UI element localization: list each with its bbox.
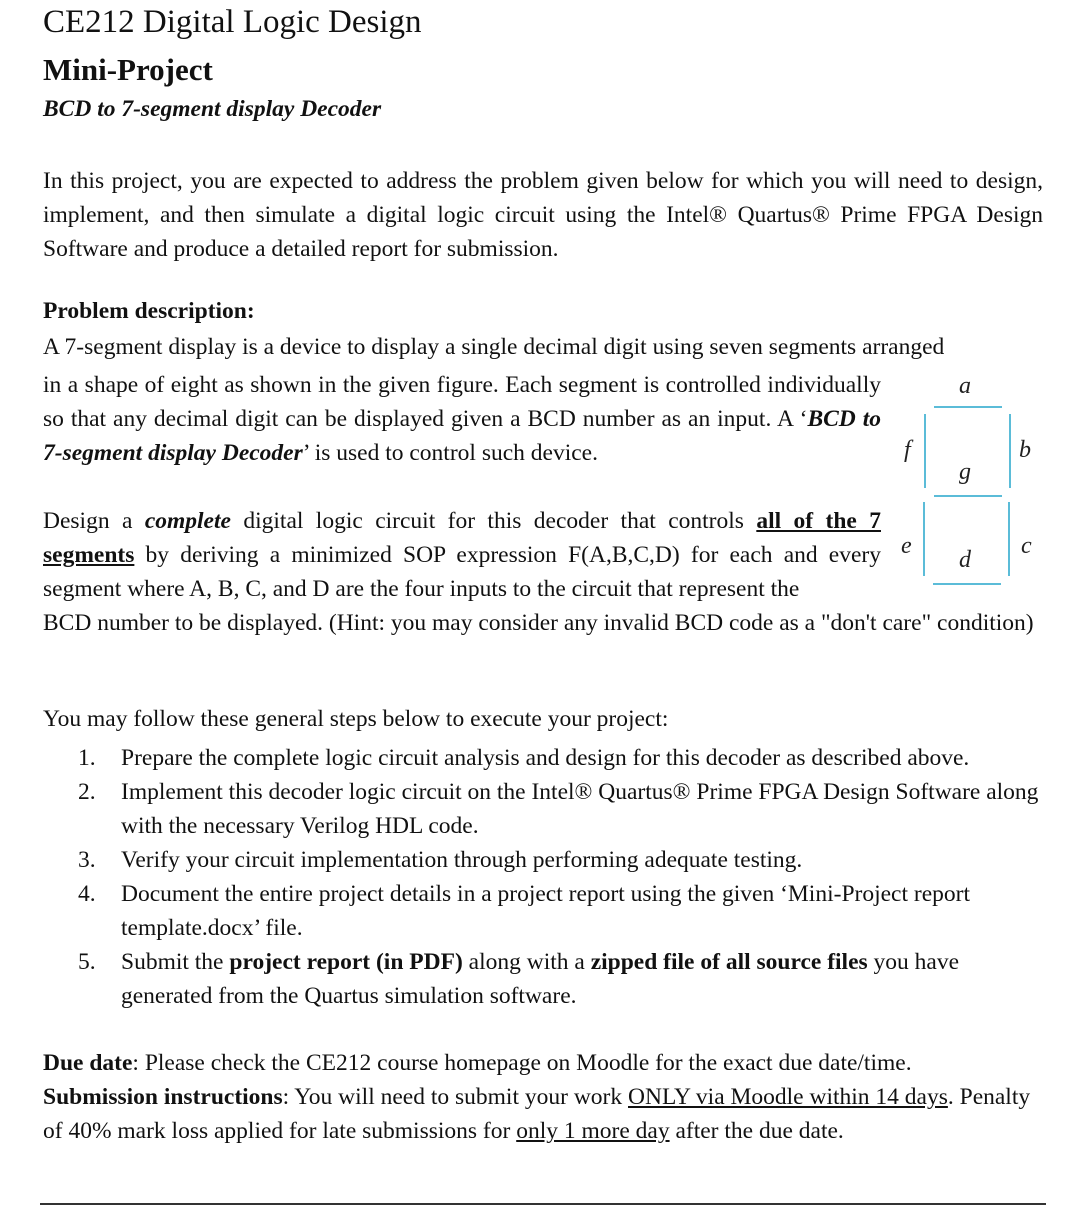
step-number: 1. — [78, 745, 96, 771]
problem-line-1: A 7-segment display is a device to display a single decimal digit using seven segments arranged — [43, 334, 945, 360]
step-item — [78, 843, 1046, 877]
steps-intro: You may follow these general steps below to execute your project: — [43, 706, 669, 732]
submission-text: . Penalty of 40% mark loss applied for late submissions for — [43, 1084, 1031, 1144]
design-text: Design a — [43, 508, 145, 534]
step-item — [78, 877, 1046, 945]
due-date-text: : Please check the CE212 course homepage on Moodle for the exact due date/time. — [132, 1050, 912, 1076]
problem-text: in a shape of eight as shown in the given figure. Each segment is controlled individually so that any decimal digit can be displayed given a BCD number as an input. A ‘ — [43, 372, 881, 432]
submission-line — [43, 1080, 1043, 1148]
problem-heading: Problem description: — [43, 298, 255, 324]
segment-label-d: d — [959, 547, 971, 573]
segment-a — [934, 406, 1002, 408]
late-window-emphasis: only 1 more day — [516, 1118, 670, 1144]
design-paragraph — [43, 504, 881, 606]
step-item — [78, 945, 1046, 1013]
step-item — [78, 775, 1046, 843]
segment-f — [924, 414, 926, 488]
segment-label-c: c — [1021, 533, 1032, 559]
segment-label-f: f — [904, 437, 911, 463]
submission-deadline-emphasis: ONLY via Moodle within 14 days — [628, 1084, 948, 1110]
all-segments-emphasis: all of the 7 segments — [43, 508, 881, 568]
design-text: digital logic circuit for this decoder that controls — [230, 508, 757, 534]
problem-text-end: ’ is used to control such device. — [302, 440, 598, 466]
step-text: Prepare the complete logic circuit analysis and design for this decoder as described above. — [121, 745, 970, 771]
segment-d — [933, 583, 1001, 585]
submission-text: : You will need to submit your work — [282, 1084, 628, 1110]
intro-paragraph: In this project, you are expected to address the problem given below for which you will need to design, implement, and then simulate a digital logic circuit using the Intel® Quartus® Prime FPGA Design Software and produce a detailed report for submission. — [43, 168, 1043, 262]
step-text: Document the entire project details in a project report using the given ‘Mini-Project report template.docx’ file. — [121, 881, 970, 941]
step-number: 3. — [78, 847, 96, 873]
design-text: by deriving a minimized SOP expression F(A,B,C,D) for each and every segment where A, B, C, and D are the four inputs to the circuit that represent the — [43, 542, 881, 602]
step-emphasis: project report (in PDF) — [229, 949, 463, 975]
steps-list — [78, 741, 1046, 1013]
complete-emphasis: complete — [144, 508, 231, 534]
project-subtitle: BCD to 7-segment display Decoder — [43, 96, 382, 122]
course-title: CE212 Digital Logic Design — [43, 4, 422, 40]
segment-label-g: g — [959, 459, 971, 485]
step-text: Submit the — [121, 949, 230, 975]
step-text: along with a — [462, 949, 591, 975]
due-date-line — [43, 1046, 1043, 1080]
segment-c — [1008, 502, 1010, 576]
segment-label-e: e — [901, 533, 912, 559]
seven-segment-figure — [895, 365, 1045, 595]
segment-e — [923, 502, 925, 576]
segment-label-a: a — [959, 373, 971, 399]
step-number: 4. — [78, 881, 96, 907]
due-date-label: Due date — [43, 1050, 133, 1076]
step-text: Implement this decoder logic circuit on the Intel® Quartus® Prime FPGA Design Software along with the necessary Verilog HDL code. — [121, 779, 1039, 839]
step-item — [78, 741, 1046, 775]
step-text: Verify your circuit implementation through performing adequate testing. — [121, 847, 803, 873]
submission-label: Submission instructions — [43, 1084, 283, 1110]
step-number: 2. — [78, 779, 96, 805]
due-section — [43, 1046, 1043, 1148]
bottom-divider — [40, 1203, 1046, 1205]
submission-text: after the due date. — [669, 1118, 844, 1144]
problem-paragraph — [43, 368, 881, 470]
segment-b — [1009, 414, 1011, 488]
decoder-name-emphasis: BCD to 7-segment display Decoder — [43, 406, 881, 466]
segment-g — [934, 495, 1002, 497]
design-hint: BCD number to be displayed. (Hint: you may consider any invalid BCD code as a "don't care" condition) — [43, 610, 1034, 636]
step-emphasis: zipped file of all source files — [590, 949, 868, 975]
step-text: you have generated from the Quartus simulation software. — [121, 949, 960, 1009]
step-number: 5. — [78, 949, 96, 975]
segment-label-b: b — [1019, 437, 1031, 463]
project-title: Mini-Project — [43, 52, 213, 87]
